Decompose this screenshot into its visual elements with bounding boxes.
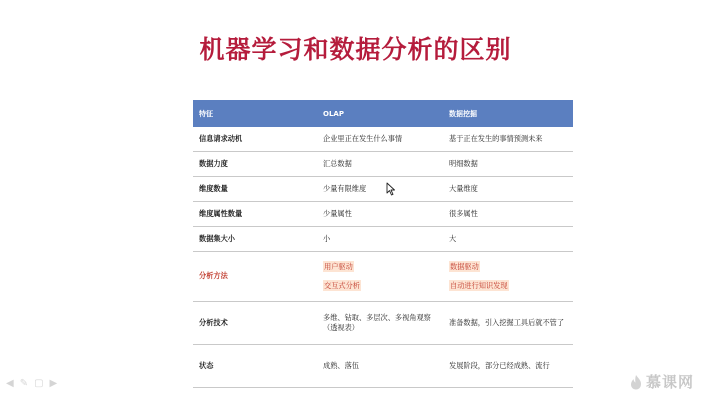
slide-title: 机器学习和数据分析的区别 (199, 35, 512, 64)
flame-icon (630, 374, 642, 390)
olap-cell: 少量有限维度 (317, 177, 443, 202)
table-row (193, 152, 573, 177)
comparison-table-container (193, 100, 573, 388)
mining-cell: 大 (443, 227, 573, 252)
olap-line: 用户驱动 (324, 261, 353, 271)
table-row (193, 345, 573, 388)
table-row (193, 177, 573, 202)
feature-cell: 数据力度 (193, 152, 317, 177)
olap-cell: 少量属性 (317, 202, 443, 227)
mining-cell: 明细数据 (443, 152, 573, 177)
header-feature: 特征 (193, 100, 317, 127)
olap-cell: 汇总数据 (317, 152, 443, 177)
mining-cell: 很多属性 (443, 202, 573, 227)
olap-cell: 成熟、落伍 (317, 345, 443, 388)
olap-cell: 企业里正在发生什么事情 (317, 127, 443, 152)
next-slide-icon[interactable]: ▶ (49, 378, 58, 389)
feature-cell: 信息请求动机 (193, 127, 317, 152)
mining-line: 数据驱动 (450, 261, 479, 271)
olap-cell (317, 252, 443, 302)
slide-toolbar (6, 378, 57, 389)
comparison-table (193, 100, 573, 388)
slide-menu-icon[interactable]: ▢ (34, 378, 44, 389)
previous-slide-icon[interactable]: ◀ (6, 378, 14, 389)
imooc-logo (630, 371, 694, 392)
mining-cell: 大量维度 (443, 177, 573, 202)
table-row (193, 127, 573, 152)
feature-cell: 分析技术 (193, 302, 317, 345)
header-data-mining: 数据挖掘 (443, 100, 573, 127)
mining-cell: 基于正在发生的事情预测未来 (443, 127, 573, 152)
table-row (193, 302, 573, 345)
mouse-pointer-icon (386, 182, 396, 196)
table-header-row (193, 100, 573, 127)
feature-cell: 状态 (193, 345, 317, 388)
olap-cell: 小 (317, 227, 443, 252)
olap-cell: 多维、钻取、多层次、多视角观察（透视表） (317, 302, 443, 345)
header-olap: OLAP (317, 100, 443, 127)
feature-cell: 维度数量 (193, 177, 317, 202)
mining-cell: 发展阶段，部分已经成熟、流行 (443, 345, 573, 388)
table-row (193, 227, 573, 252)
feature-cell: 维度属性数量 (193, 202, 317, 227)
table-row-highlighted (193, 252, 573, 302)
mining-line: 自动进行知识发现 (450, 281, 508, 290)
table-row (193, 202, 573, 227)
olap-line: 交互式分析 (324, 281, 360, 290)
mining-cell (443, 252, 573, 302)
feature-cell: 数据集大小 (193, 227, 317, 252)
feature-cell: 分析方法 (193, 252, 317, 302)
pen-tool-icon[interactable]: ✎ (19, 378, 29, 389)
logo-text: 慕课网 (646, 373, 695, 391)
mining-cell: 准备数据，引入挖掘工具后就不管了 (443, 302, 573, 345)
